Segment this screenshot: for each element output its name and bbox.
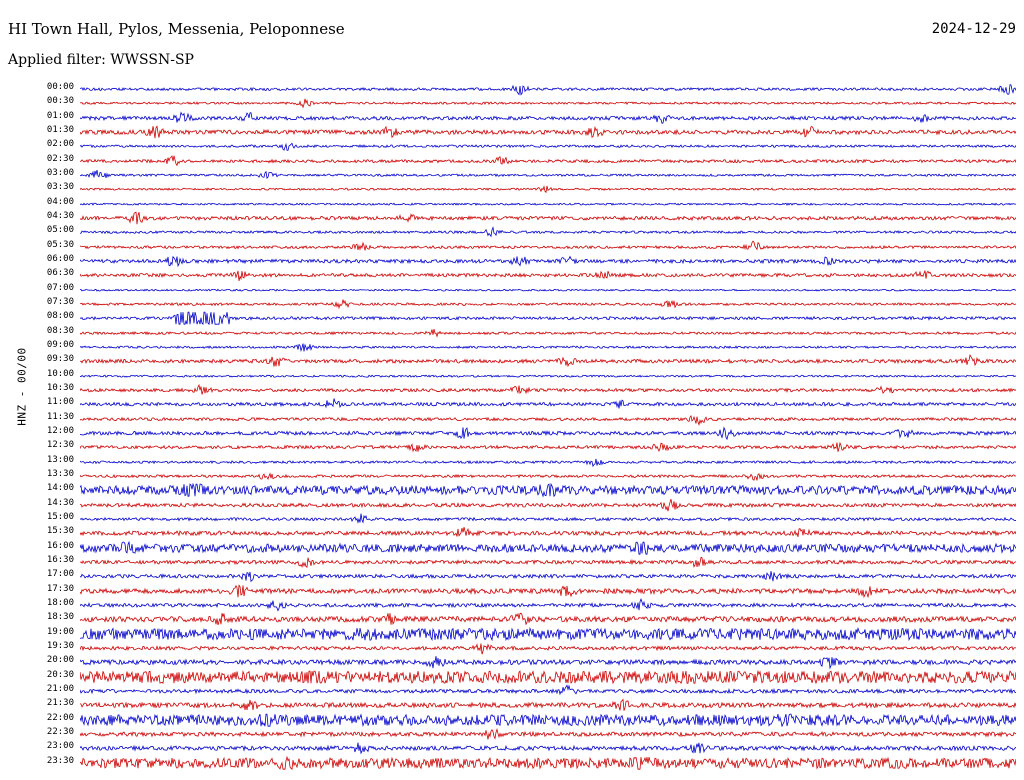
- trace-waveform: [80, 569, 1016, 583]
- trace-time-label: 16:30: [46, 555, 74, 565]
- trace-row: [46, 727, 1016, 741]
- trace-waveform: [80, 498, 1016, 512]
- trace-row: [46, 82, 1016, 96]
- applied-filter-label: Applied filter: WWSSN-SP: [8, 52, 194, 68]
- trace-time-label: 03:00: [46, 168, 74, 178]
- trace-time-label: 03:30: [46, 182, 74, 193]
- trace-time-label: 13:30: [46, 469, 74, 479]
- trace-waveform: [80, 197, 1016, 211]
- seismogram-plot: [46, 82, 1016, 770]
- trace-time-label: 20:00: [46, 655, 74, 666]
- trace-row: [46, 282, 1016, 297]
- trace-time-label: 05:00: [46, 225, 74, 236]
- trace-row: [46, 583, 1016, 598]
- trace-row: [46, 340, 1016, 354]
- trace-waveform: [80, 440, 1016, 454]
- trace-row: [46, 669, 1016, 684]
- page-title: HI Town Hall, Pylos, Messenia, Peloponnese: [8, 20, 345, 38]
- y-axis-label: HNZ - 00/00: [15, 347, 29, 426]
- trace-time-label: 07:30: [46, 297, 74, 307]
- trace-row: [46, 526, 1016, 540]
- trace-row: [46, 411, 1016, 426]
- trace-waveform: [80, 741, 1016, 755]
- trace-waveform: [80, 397, 1016, 411]
- trace-time-label: 06:00: [46, 254, 74, 264]
- trace-time-label: 08:00: [46, 311, 74, 322]
- trace-row: [46, 239, 1016, 254]
- trace-time-label: 14:00: [46, 483, 74, 494]
- trace-waveform: [80, 627, 1016, 641]
- trace-time-label: 06:30: [46, 268, 74, 279]
- trace-row: [46, 540, 1016, 555]
- trace-waveform: [80, 240, 1016, 254]
- trace-waveform: [80, 369, 1016, 383]
- trace-time-label: 05:30: [46, 239, 74, 250]
- trace-time-label: 04:30: [46, 211, 74, 221]
- trace-waveform: [80, 283, 1016, 297]
- trace-waveform: [80, 96, 1016, 110]
- trace-row: [46, 469, 1016, 483]
- trace-waveform: [80, 412, 1016, 426]
- trace-row: [46, 354, 1016, 368]
- trace-row: [46, 168, 1016, 182]
- trace-time-label: 15:30: [46, 526, 74, 537]
- trace-row: [46, 397, 1016, 411]
- trace-time-label: 21:00: [46, 684, 74, 694]
- trace-waveform: [80, 154, 1016, 168]
- trace-row: [46, 512, 1016, 526]
- trace-time-label: 08:30: [46, 325, 74, 336]
- trace-time-label: 09:30: [46, 354, 74, 365]
- trace-time-label: 22:30: [46, 727, 74, 737]
- trace-time-label: 16:00: [46, 540, 74, 551]
- chart-header: [0, 0, 1024, 76]
- trace-row: [46, 125, 1016, 139]
- trace-row: [46, 684, 1016, 698]
- trace-time-label: 09:00: [46, 340, 74, 350]
- trace-time-label: 11:30: [46, 411, 74, 422]
- trace-waveform: [80, 268, 1016, 282]
- trace-time-label: 10:30: [46, 383, 74, 393]
- trace-waveform: [80, 512, 1016, 526]
- trace-waveform: [80, 383, 1016, 397]
- trace-waveform: [80, 311, 1016, 325]
- trace-time-label: 11:00: [46, 397, 74, 408]
- trace-row: [46, 612, 1016, 626]
- trace-time-label: 13:00: [46, 454, 74, 465]
- trace-waveform: [80, 326, 1016, 340]
- trace-waveform: [80, 225, 1016, 239]
- trace-row: [46, 225, 1016, 239]
- trace-row: [46, 383, 1016, 397]
- trace-waveform: [80, 139, 1016, 153]
- trace-time-label: 00:30: [46, 96, 74, 107]
- trace-time-label: 19:30: [46, 641, 74, 651]
- trace-waveform: [80, 125, 1016, 139]
- trace-time-label: 23:30: [46, 755, 74, 766]
- trace-row: [46, 655, 1016, 669]
- trace-time-label: 01:00: [46, 110, 74, 121]
- trace-waveform: [80, 526, 1016, 540]
- trace-waveform: [80, 584, 1016, 598]
- trace-waveform: [80, 612, 1016, 626]
- trace-waveform: [80, 426, 1016, 440]
- trace-waveform: [80, 340, 1016, 354]
- trace-row: [46, 454, 1016, 469]
- trace-waveform: [80, 469, 1016, 483]
- trace-row: [46, 569, 1016, 583]
- trace-row: [46, 483, 1016, 497]
- trace-time-label: 01:30: [46, 125, 74, 135]
- trace-row: [46, 755, 1016, 770]
- trace-row: [46, 153, 1016, 168]
- trace-time-label: 00:00: [46, 82, 74, 92]
- trace-row: [46, 211, 1016, 225]
- trace-waveform: [80, 684, 1016, 698]
- trace-row: [46, 698, 1016, 712]
- trace-row: [46, 182, 1016, 196]
- trace-row: [46, 555, 1016, 569]
- trace-row: [46, 741, 1016, 755]
- trace-row: [46, 641, 1016, 655]
- trace-row: [46, 598, 1016, 612]
- trace-waveform: [80, 211, 1016, 225]
- trace-row: [46, 440, 1016, 454]
- trace-waveform: [80, 455, 1016, 469]
- trace-waveform: [80, 655, 1016, 669]
- trace-waveform: [80, 698, 1016, 712]
- trace-row: [46, 426, 1016, 440]
- trace-waveform: [80, 713, 1016, 727]
- trace-waveform: [80, 670, 1016, 684]
- trace-row: [46, 110, 1016, 125]
- trace-time-label: 02:30: [46, 153, 74, 164]
- trace-row: [46, 139, 1016, 153]
- trace-time-label: 19:00: [46, 626, 74, 637]
- trace-time-label: 21:30: [46, 698, 74, 709]
- trace-waveform: [80, 555, 1016, 569]
- trace-waveform: [80, 727, 1016, 741]
- trace-time-label: 12:30: [46, 440, 74, 451]
- trace-waveform: [80, 168, 1016, 182]
- trace-time-label: 02:00: [46, 139, 74, 150]
- trace-time-label: 07:00: [46, 282, 74, 293]
- trace-row: [46, 254, 1016, 268]
- trace-time-label: 20:30: [46, 669, 74, 680]
- trace-time-label: 17:30: [46, 583, 74, 594]
- record-date: 2024-12-29: [931, 21, 1016, 37]
- trace-time-label: 15:00: [46, 512, 74, 522]
- trace-waveform: [80, 541, 1016, 555]
- trace-row: [46, 96, 1016, 110]
- trace-row: [46, 712, 1016, 727]
- trace-row: [46, 311, 1016, 325]
- trace-row: [46, 196, 1016, 211]
- trace-row: [46, 297, 1016, 311]
- trace-time-label: 12:00: [46, 426, 74, 436]
- trace-waveform: [80, 182, 1016, 196]
- trace-time-label: 18:30: [46, 612, 74, 623]
- trace-waveform: [80, 254, 1016, 268]
- trace-time-label: 22:00: [46, 712, 74, 723]
- trace-waveform: [80, 82, 1016, 96]
- trace-waveform: [80, 641, 1016, 655]
- trace-waveform: [80, 111, 1016, 125]
- trace-row: [46, 368, 1016, 383]
- trace-time-label: 17:00: [46, 569, 74, 580]
- trace-time-label: 10:00: [46, 368, 74, 379]
- trace-row: [46, 497, 1016, 512]
- trace-time-label: 04:00: [46, 196, 74, 207]
- trace-row: [46, 626, 1016, 641]
- trace-time-label: 23:00: [46, 741, 74, 752]
- trace-time-label: 14:30: [46, 497, 74, 508]
- trace-row: [46, 325, 1016, 340]
- trace-waveform: [80, 483, 1016, 497]
- trace-time-label: 18:00: [46, 598, 74, 608]
- trace-waveform: [80, 297, 1016, 311]
- trace-waveform: [80, 756, 1016, 770]
- trace-waveform: [80, 598, 1016, 612]
- trace-row: [46, 268, 1016, 282]
- trace-waveform: [80, 354, 1016, 368]
